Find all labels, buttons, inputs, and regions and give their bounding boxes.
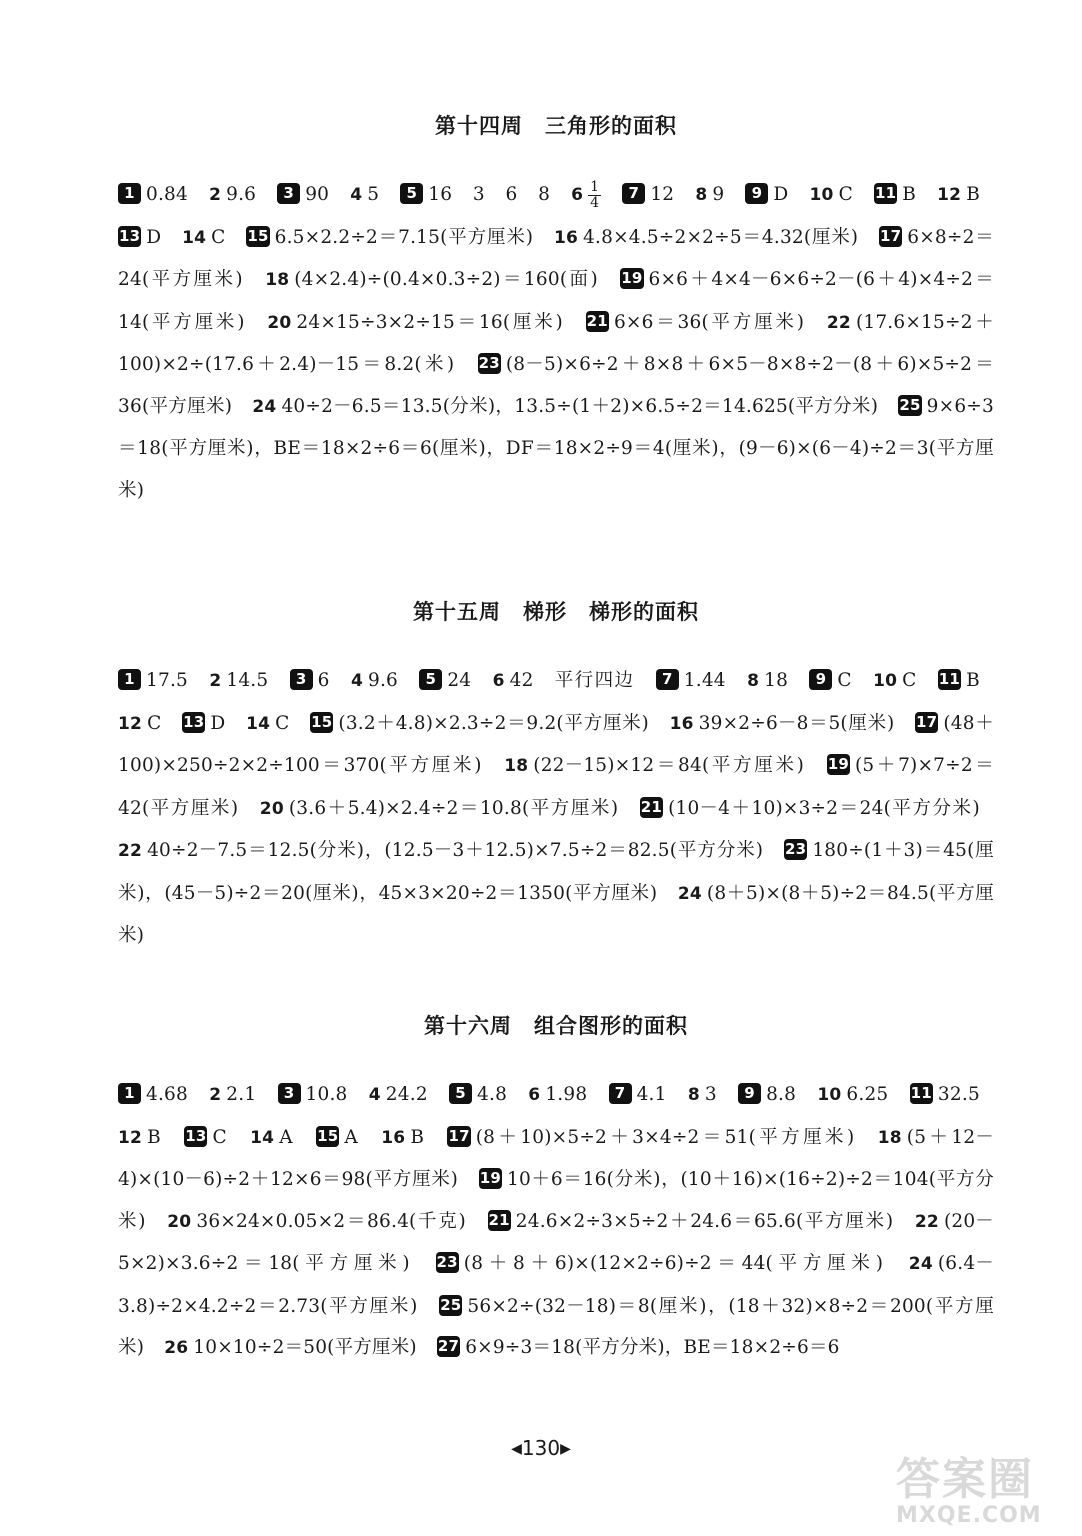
answer-item xyxy=(164,1337,417,1358)
answer-text: 17.5 xyxy=(146,670,188,691)
answer-text: C xyxy=(211,226,226,248)
answer-text: 39×2÷6－8＝5(厘米) xyxy=(698,712,895,734)
answer-item xyxy=(493,670,635,691)
answer-item xyxy=(277,184,329,205)
answer-text: 36×24×0.05×2＝86.4(千克) xyxy=(196,1210,466,1232)
question-number: 23 xyxy=(436,1253,458,1271)
question-number: 1 xyxy=(118,669,141,690)
question-number: 20 xyxy=(259,798,284,819)
page-number-text: 130 xyxy=(521,1436,561,1460)
answer-text: 1.44 xyxy=(683,670,726,691)
answer-text: (20－5×2)×3.6÷2＝18(平方厘米) xyxy=(118,1210,994,1274)
question-number: 10 xyxy=(809,185,834,205)
answer-text: C xyxy=(147,712,162,734)
question-number: 17 xyxy=(916,712,938,731)
answer-text: 5 xyxy=(367,184,380,205)
question-number: 5 xyxy=(449,1083,472,1104)
question-number: 27 xyxy=(437,1337,460,1355)
answer-text: (22－15)×12＝84(平方厘米) xyxy=(533,755,805,776)
answer-item xyxy=(278,1084,348,1105)
answer-item xyxy=(554,227,858,248)
question-number: 15 xyxy=(317,1126,339,1145)
answer-text: (48＋100)×250÷2×2÷100＝370(平方厘米) xyxy=(118,712,994,776)
question-number: 21 xyxy=(640,797,663,816)
question-number: 3 xyxy=(290,669,313,690)
answer-item xyxy=(937,184,980,205)
answer-item xyxy=(118,227,161,248)
answer-text: 4.8×4.5÷2×2÷5＝4.32(厘米) xyxy=(583,226,859,248)
answer-item xyxy=(265,269,598,290)
answer-text: 56×2÷(32－18)＝8(厘米)，(18＋32)×8÷2＝200(平方厘米) xyxy=(118,1295,994,1358)
question-number: 15 xyxy=(311,712,333,731)
question-number: 14 xyxy=(250,1127,275,1148)
answer-item xyxy=(118,670,188,691)
fraction-denominator: 4 xyxy=(590,194,600,211)
answer-text: 8.8 xyxy=(766,1084,797,1105)
answer-item xyxy=(436,1253,884,1274)
question-number: 9 xyxy=(745,183,768,204)
answer-text: 16 3 6 8 xyxy=(428,184,551,205)
answer-text: 180÷(1＋3)＝45(厘米)，(45－5)÷2＝20(厘米)，45×3×20÷2＝1350(平方厘米) xyxy=(118,840,994,904)
answer-text: (3.6＋5.4)×2.4÷2＝10.8(平方厘米) xyxy=(288,797,619,819)
answer-text: (8－5)×6÷2＋8×8＋6×5－8×8÷2－(8＋6)×5÷2＝36(平方厘米) xyxy=(118,354,994,417)
right-triangle-icon: ▶ xyxy=(560,1441,571,1457)
question-number: 19 xyxy=(479,1169,502,1187)
question-number: 11 xyxy=(938,670,961,688)
answer-text: 2.1 xyxy=(226,1084,257,1105)
answer-text: (3.2＋4.8)×2.3÷2＝9.2(平方厘米) xyxy=(338,712,649,734)
answer-item xyxy=(167,1211,466,1232)
answer-text: (8＋5)×(8＋5)÷2＝84.5(平方厘米) xyxy=(118,882,994,946)
answer-text: (6.4－3.8)÷2×4.2÷2＝2.73(平方厘米) xyxy=(118,1253,994,1317)
answer-item xyxy=(260,798,619,819)
question-number: 7 xyxy=(622,183,645,204)
question-number: 4 xyxy=(350,671,363,691)
question-number: 16 xyxy=(669,713,694,734)
answer-item xyxy=(290,670,330,691)
answer-text: 0.84 xyxy=(146,184,188,205)
answer-item xyxy=(504,755,804,776)
question-number: 26 xyxy=(164,1338,189,1358)
answer-text: (5＋12－4)×(10－6)÷2＋12×6＝98(平方厘米) xyxy=(118,1126,994,1190)
answer-item xyxy=(118,184,188,205)
answer-text: 9.6 xyxy=(367,670,399,691)
answer-text: (8＋10)×5÷2＋3×4÷2＝51(平方厘米) xyxy=(475,1126,855,1148)
answer-text: 14.5 xyxy=(226,670,269,691)
answer-text: 9×6÷3＝18(平方厘米)，BE＝18×2÷6＝6(厘米)，DF＝18×2÷9＝4(厘米)，(9－6)×(6－4)÷2＝3(平方厘米) xyxy=(118,395,994,501)
question-number: 25 xyxy=(440,1295,462,1314)
answer-item xyxy=(609,1084,667,1105)
answer-text: 12 xyxy=(650,184,675,205)
answer-item xyxy=(381,1127,424,1148)
question-number: 8 xyxy=(695,185,708,205)
left-triangle-icon: ◀ xyxy=(511,1441,522,1457)
question-number: 9 xyxy=(738,1083,761,1104)
answer-item xyxy=(184,1127,227,1148)
answer-item xyxy=(118,713,161,734)
answer-item xyxy=(118,840,763,861)
question-number: 10 xyxy=(873,671,898,691)
question-number: 12 xyxy=(118,713,143,734)
answer-item xyxy=(182,713,225,734)
answer-text: A xyxy=(279,1126,293,1148)
answer-item xyxy=(640,798,980,819)
answer-item xyxy=(209,670,268,691)
question-number: 5 xyxy=(400,183,423,204)
answer-item xyxy=(252,396,878,417)
answer-item xyxy=(419,670,471,691)
section-title: 第十四周 三角形的面积 xyxy=(435,114,677,138)
answer-item xyxy=(622,184,674,205)
answer-item xyxy=(747,670,788,691)
answer-text: A xyxy=(344,1126,358,1148)
question-number: 6 xyxy=(571,185,584,205)
answer-text: 6×8÷2＝24(平方厘米) xyxy=(118,226,994,290)
answer-item xyxy=(528,1084,587,1105)
question-number: 24 xyxy=(908,1254,933,1274)
answer-text: B xyxy=(147,1126,161,1148)
answer-item xyxy=(447,1127,854,1148)
watermark-text-en: MXQE.COM xyxy=(896,1503,1042,1528)
answer-text: 4.8 xyxy=(477,1084,508,1105)
question-number: 15 xyxy=(247,226,269,245)
answer-item xyxy=(182,227,225,248)
section-title: 第十六周 组合图形的面积 xyxy=(424,1014,688,1038)
question-number: 13 xyxy=(119,226,141,245)
answer-list xyxy=(118,660,994,957)
question-number: 24 xyxy=(252,396,277,417)
watermark-text-cn: 答案圈 xyxy=(896,1454,1034,1505)
question-number: 17 xyxy=(879,226,902,245)
question-number: 22 xyxy=(118,841,143,861)
answer-text: 40÷2－6.5＝13.5(分米)，13.5÷(1＋2)×6.5÷2＝14.625(平方分米) xyxy=(281,395,879,417)
question-number: 6 xyxy=(528,1085,541,1105)
answer-text: 6×6＝36(平方厘米) xyxy=(613,311,805,333)
question-number: 18 xyxy=(504,756,529,776)
answer-item xyxy=(400,184,550,205)
question-number: 6 xyxy=(492,671,505,691)
question-number: 18 xyxy=(877,1127,902,1148)
answer-text: C xyxy=(902,670,917,691)
answer-text: 1.98 xyxy=(545,1084,588,1105)
answer-item xyxy=(738,1084,796,1105)
answer-list xyxy=(118,174,994,511)
answer-list xyxy=(118,1074,994,1370)
question-number: 13 xyxy=(183,712,205,731)
question-number: 23 xyxy=(785,840,807,858)
answer-text: 90 xyxy=(305,184,330,205)
answer-text: (8＋8＋6)×(12×2÷6)÷2＝44(平方厘米) xyxy=(463,1253,884,1274)
answer-text: C xyxy=(838,184,853,205)
answer-text: 6 xyxy=(317,670,330,691)
question-number: 11 xyxy=(875,184,897,202)
question-number: 22 xyxy=(914,1211,939,1232)
question-number: 14 xyxy=(246,713,271,734)
question-number: 16 xyxy=(553,227,579,248)
answer-text: 24.2 xyxy=(385,1084,428,1105)
answer-text: 6×6＋4×4－6×6÷2－(6＋4)×4÷2＝14(平方厘米) xyxy=(118,269,994,333)
question-number: 21 xyxy=(586,311,608,330)
answer-item xyxy=(910,1084,980,1105)
question-number: 9 xyxy=(809,669,832,690)
answer-text: 24 xyxy=(447,670,472,691)
answer-item xyxy=(118,1084,188,1105)
question-number: 1 xyxy=(118,183,141,204)
answer-text: 4.1 xyxy=(636,1084,667,1105)
answer-text: 18 xyxy=(764,670,789,691)
question-number: 14 xyxy=(182,227,207,248)
question-number: 8 xyxy=(747,671,760,691)
question-number: 20 xyxy=(267,312,292,333)
answer-text: D xyxy=(210,712,226,734)
answer-item xyxy=(656,670,726,691)
question-number: 4 xyxy=(350,185,363,205)
question-number: 5 xyxy=(419,669,442,690)
answer-text: 40÷2－7.5＝12.5(分米)，(12.5－3＋12.5)×7.5÷2＝82.5(平方分米) xyxy=(147,840,764,861)
answer-text: 24.6×2÷3×5÷2＋24.6＝65.6(平方厘米) xyxy=(515,1210,894,1232)
answer-item xyxy=(586,312,805,333)
watermark-logo xyxy=(896,1456,1076,1532)
answer-item xyxy=(745,184,788,205)
answer-item xyxy=(449,1084,507,1105)
answer-item xyxy=(351,670,398,691)
answer-item xyxy=(310,713,649,734)
answer-item xyxy=(250,1127,293,1148)
answer-item xyxy=(267,312,563,333)
answer-text: 6×9÷3＝18(平方分米)，BE＝18×2÷6＝6 xyxy=(465,1337,840,1358)
answer-item xyxy=(437,1337,840,1358)
answer-item xyxy=(874,184,916,205)
answer-text: (4×2.4)÷(0.4×0.3÷2)＝160(面) xyxy=(294,269,598,290)
answer-text: B xyxy=(902,184,917,205)
answer-item xyxy=(316,1127,358,1148)
answer-text: B xyxy=(410,1126,425,1148)
answer-item xyxy=(246,227,533,248)
answer-item xyxy=(118,1127,161,1148)
fraction-numerator: 1 xyxy=(590,178,600,195)
question-number: 22 xyxy=(826,312,851,333)
question-number: 7 xyxy=(656,669,679,690)
answer-item xyxy=(688,1084,717,1105)
answer-text: 9.6 xyxy=(226,184,257,205)
question-number: 18 xyxy=(265,270,290,290)
section-week-16 xyxy=(118,1012,994,1370)
answer-text: B xyxy=(966,670,980,691)
question-number: 19 xyxy=(827,755,849,773)
answer-item xyxy=(209,184,256,205)
question-number: 2 xyxy=(209,1085,222,1105)
question-number: 7 xyxy=(609,1083,632,1104)
question-number: 19 xyxy=(621,269,643,287)
answer-item xyxy=(369,1084,428,1105)
answer-item xyxy=(809,670,851,691)
question-number: 12 xyxy=(118,1127,143,1148)
question-number: 2 xyxy=(209,185,222,205)
answer-item xyxy=(571,178,601,211)
question-number: 2 xyxy=(209,671,222,691)
answer-text: 9 xyxy=(712,184,725,205)
answer-item xyxy=(810,184,853,205)
answer-text: C xyxy=(275,712,290,734)
answer-text: 24×15÷3×2÷15＝16(厘米) xyxy=(296,311,563,333)
section-week-15 xyxy=(118,598,994,957)
answer-text: 3 xyxy=(704,1084,717,1105)
section-title: 第十五周 梯形 梯形的面积 xyxy=(413,600,699,624)
question-number: 3 xyxy=(277,183,300,204)
answer-item xyxy=(873,670,916,691)
question-number: 12 xyxy=(937,185,962,205)
question-number: 24 xyxy=(677,883,702,904)
answer-text: 6.25 xyxy=(846,1084,889,1105)
question-number: 21 xyxy=(488,1210,510,1229)
question-number: 23 xyxy=(478,354,500,372)
answer-text: C xyxy=(212,1126,227,1148)
answer-item xyxy=(246,713,289,734)
question-number: 8 xyxy=(687,1085,700,1105)
question-number: 17 xyxy=(448,1126,470,1145)
question-number: 13 xyxy=(185,1126,207,1145)
answer-item xyxy=(209,1084,256,1105)
answer-text: 10＋6＝16(分米)，(10＋16)×(16÷2)÷2＝104(平方分米) xyxy=(118,1169,994,1232)
question-number: 4 xyxy=(368,1085,381,1105)
answer-text: (5＋7)×7÷2＝42(平方厘米) xyxy=(118,755,994,819)
answer-item xyxy=(817,1084,888,1105)
answer-text: 6.5×2.2÷2＝7.15(平方厘米) xyxy=(274,226,534,248)
answer-text: D xyxy=(773,184,789,205)
question-number: 11 xyxy=(910,1084,932,1102)
section-week-14 xyxy=(118,112,994,511)
answer-text: 10×10÷2＝50(平方厘米) xyxy=(193,1337,417,1358)
answer-text: 32.5 xyxy=(937,1084,980,1105)
answer-text: 42 平行四边 xyxy=(509,670,635,691)
answer-text: (10－4＋10)×3÷2＝24(平方分米) xyxy=(668,797,980,819)
question-number: 25 xyxy=(899,395,921,414)
answer-item xyxy=(670,713,895,734)
answer-text: 4.68 xyxy=(146,1084,188,1105)
answer-item xyxy=(350,184,379,205)
question-number: 10 xyxy=(817,1085,842,1105)
answer-item xyxy=(695,184,724,205)
question-number: 3 xyxy=(278,1083,301,1104)
answer-item xyxy=(938,670,980,691)
answer-text: D xyxy=(146,226,162,248)
answer-item xyxy=(488,1211,894,1232)
answer-text: (17.6×15÷2＋100)×2÷(17.6＋2.4)－15＝8.2(米) xyxy=(118,311,994,375)
answer-text: 10.8 xyxy=(305,1084,348,1105)
question-number: 20 xyxy=(167,1211,192,1232)
answer-text: B xyxy=(966,184,980,205)
fraction xyxy=(588,180,601,211)
answer-text: C xyxy=(837,670,852,691)
question-number: 16 xyxy=(381,1127,406,1148)
question-number: 1 xyxy=(118,1083,141,1104)
